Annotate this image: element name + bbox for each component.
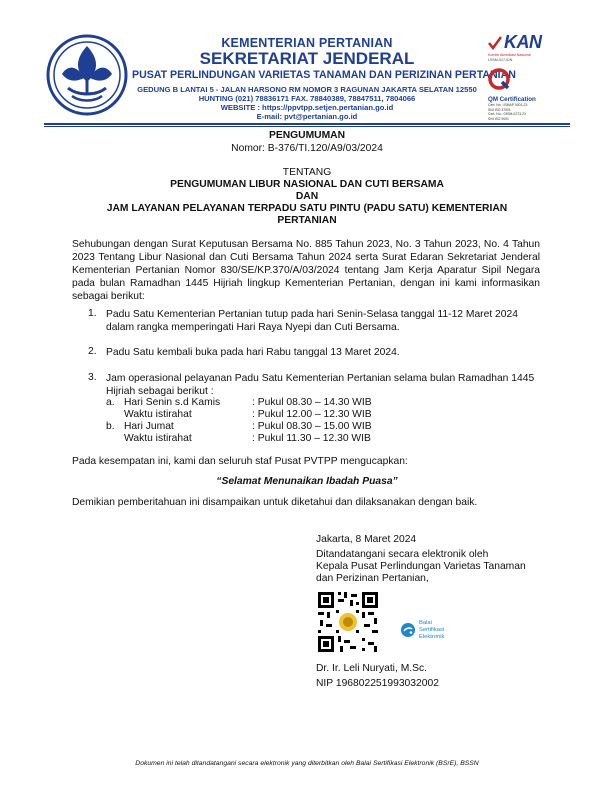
qm-label: QM Certification — [488, 96, 536, 103]
qm-logo-icon — [488, 68, 510, 90]
qm-line: SNI ISO 9001 — [488, 116, 509, 121]
secretariat-name: SEKRETARIAT JENDERAL — [199, 49, 415, 68]
item-number: 2. — [88, 346, 97, 357]
item-number: 3. — [88, 372, 97, 383]
fasting-greeting: “Selamat Menunaikan Ibadah Puasa” — [216, 476, 398, 487]
qr-code-icon — [316, 590, 380, 654]
item-text: Padu Satu Kementerian Pertanian tutup pada hari Senin-Selasa tanggal 11-12 Maret 2024 dalam rangka memperingati Hari Raya Nyepi dan Cuti Bersama. — [106, 309, 518, 333]
signer-name: Dr. Ir. Leli Nuryati, M.Sc. — [316, 663, 428, 674]
bsre-text: Elektronik — [419, 633, 445, 640]
intro-paragraph: Sehubungan dengan Surat Keputusan Bersama No. 885 Tahun 2023, No. 3 Tahun 2023, No. 4 Tahun 2023 Tentang Libur Nasional dan Cuti Bersama Tahun 2024 serta Surat Edaran Sekretariat Jenderal Kementerian Pertanian Nomor 830/SE/KP.370/A/03/2024 tentang Jam Kerja Aparatur Sipil Negara pada bulan Ramadhan 1445 Hijriah lingkup Kementerian Pertanian, dengan ini kami informasikan sebagai berikut: — [72, 239, 540, 302]
announcement-title-1: PENGUMUMAN LIBUR NASIONAL DAN CUTI BERSAMA — [170, 179, 444, 190]
kan-logo-text: KAN — [504, 32, 542, 52]
place-date: Jakarta, 8 Maret 2024 — [316, 534, 417, 545]
ministry-name: KEMENTERIAN PERTANIAN — [221, 36, 393, 50]
signature-line: Ditandatangani secara elektronik oleh — [316, 549, 489, 560]
qm-certification — [488, 68, 568, 121]
signature-line: Kepala Pusat Perlindungan Varietas Tanaman — [316, 561, 526, 572]
qm-line: SNI ISO 37001 — [488, 107, 511, 112]
letterhead-rule-thin — [44, 126, 570, 127]
announcement-and: DAN — [295, 191, 319, 202]
schedule-value: : Pukul 11.30 – 12.30 WIB — [252, 433, 371, 444]
bsre-logo-icon — [400, 622, 416, 638]
item-text: Jam operasional pelayanan Padu Satu Kementerian Pertanian selama bulan Ramadhan 1445 Hijriah sebagai berikut : — [106, 373, 535, 397]
address: GEDUNG B LANTAI 5 - JALAN HARSONO RM NOMOR 3 RAGUNAN JAKARTA SELATAN 12550 — [137, 85, 477, 94]
schedule-label: Waktu istirahat — [124, 409, 192, 420]
footer-note: Dokumen ini telah ditandatangani secara elektronik yang diterbitkan oleh Balai Sertifikasi Elektronik (BSrE), BSSN — [135, 760, 479, 767]
check-mark-icon — [488, 36, 502, 50]
item-number: 1. — [88, 308, 97, 319]
hunting-phone: HUNTING (021) 78836171 FAX. 78840389, 78847511, 7804066 — [198, 94, 416, 103]
item-text: Padu Satu kembali buka pada hari Rabu tanggal 13 Maret 2024. — [106, 347, 400, 358]
email: E-mail: pvt@pertanian.go.id — [256, 112, 358, 121]
bsre-text: Sertifikasi — [419, 626, 445, 633]
announcement-heading: PENGUMUMAN — [268, 130, 346, 141]
qm-line: Cert. No.: 03SM-0273-23 — [488, 112, 526, 117]
website: WEBSITE : https://ppvtpp.setjen.pertanian.go.id — [220, 103, 394, 112]
schedule-label: Hari Jumat — [124, 421, 174, 432]
closing-text: Pada kesempatan ini, kami dan seluruh staf Pusat PVTPP mengucapkan: — [72, 456, 408, 467]
bsre-text: Balai — [419, 620, 432, 626]
schedule-value: : Pukul 08.30 – 14.30 WIB — [252, 397, 372, 408]
qm-line: Cert. No.: ISMAP 0001-23 — [488, 103, 528, 107]
schedule-value: : Pukul 08.30 – 15.00 WIB — [252, 421, 372, 432]
announcement-title-3: PERTANIAN — [277, 215, 337, 226]
signer-nip: NIP 196802251993032002 — [316, 678, 439, 689]
letterhead-rule — [44, 123, 570, 125]
center-name: PUSAT PERLINDUNGAN VARIETAS TANAMAN DAN PERIZINAN PERTANIAN — [132, 69, 516, 81]
kan-id: LSSM-017-IDN — [488, 58, 513, 62]
kan-accreditation — [488, 32, 564, 62]
ministry-logo-icon — [46, 34, 128, 116]
schedule-letter: a. — [106, 397, 115, 408]
bsre-logo — [400, 620, 444, 640]
schedule-label: Waktu istirahat — [124, 433, 192, 444]
schedule-value: : Pukul 12.00 – 12.30 WIB — [252, 409, 372, 420]
closing-statement: Demikian pemberitahuan ini disampaikan untuk diketahui dan dilaksanakan dengan baik. — [72, 497, 478, 508]
signature-line: dan Perizinan Pertanian, — [316, 573, 429, 584]
announcement-number: Nomor: B-376/TI.120/A9/03/2024 — [231, 143, 383, 154]
announcement-title-2: JAM LAYANAN PELAYANAN TERPADU SATU PINTU (PADU SATU) KEMENTERIAN — [106, 203, 508, 214]
schedule-label: Hari Senin s.d Kamis — [124, 397, 221, 408]
about-label: TENTANG — [282, 167, 332, 178]
schedule-letter: b. — [106, 421, 115, 432]
kan-subtitle: Komite Akreditasi Nasional — [488, 53, 531, 57]
